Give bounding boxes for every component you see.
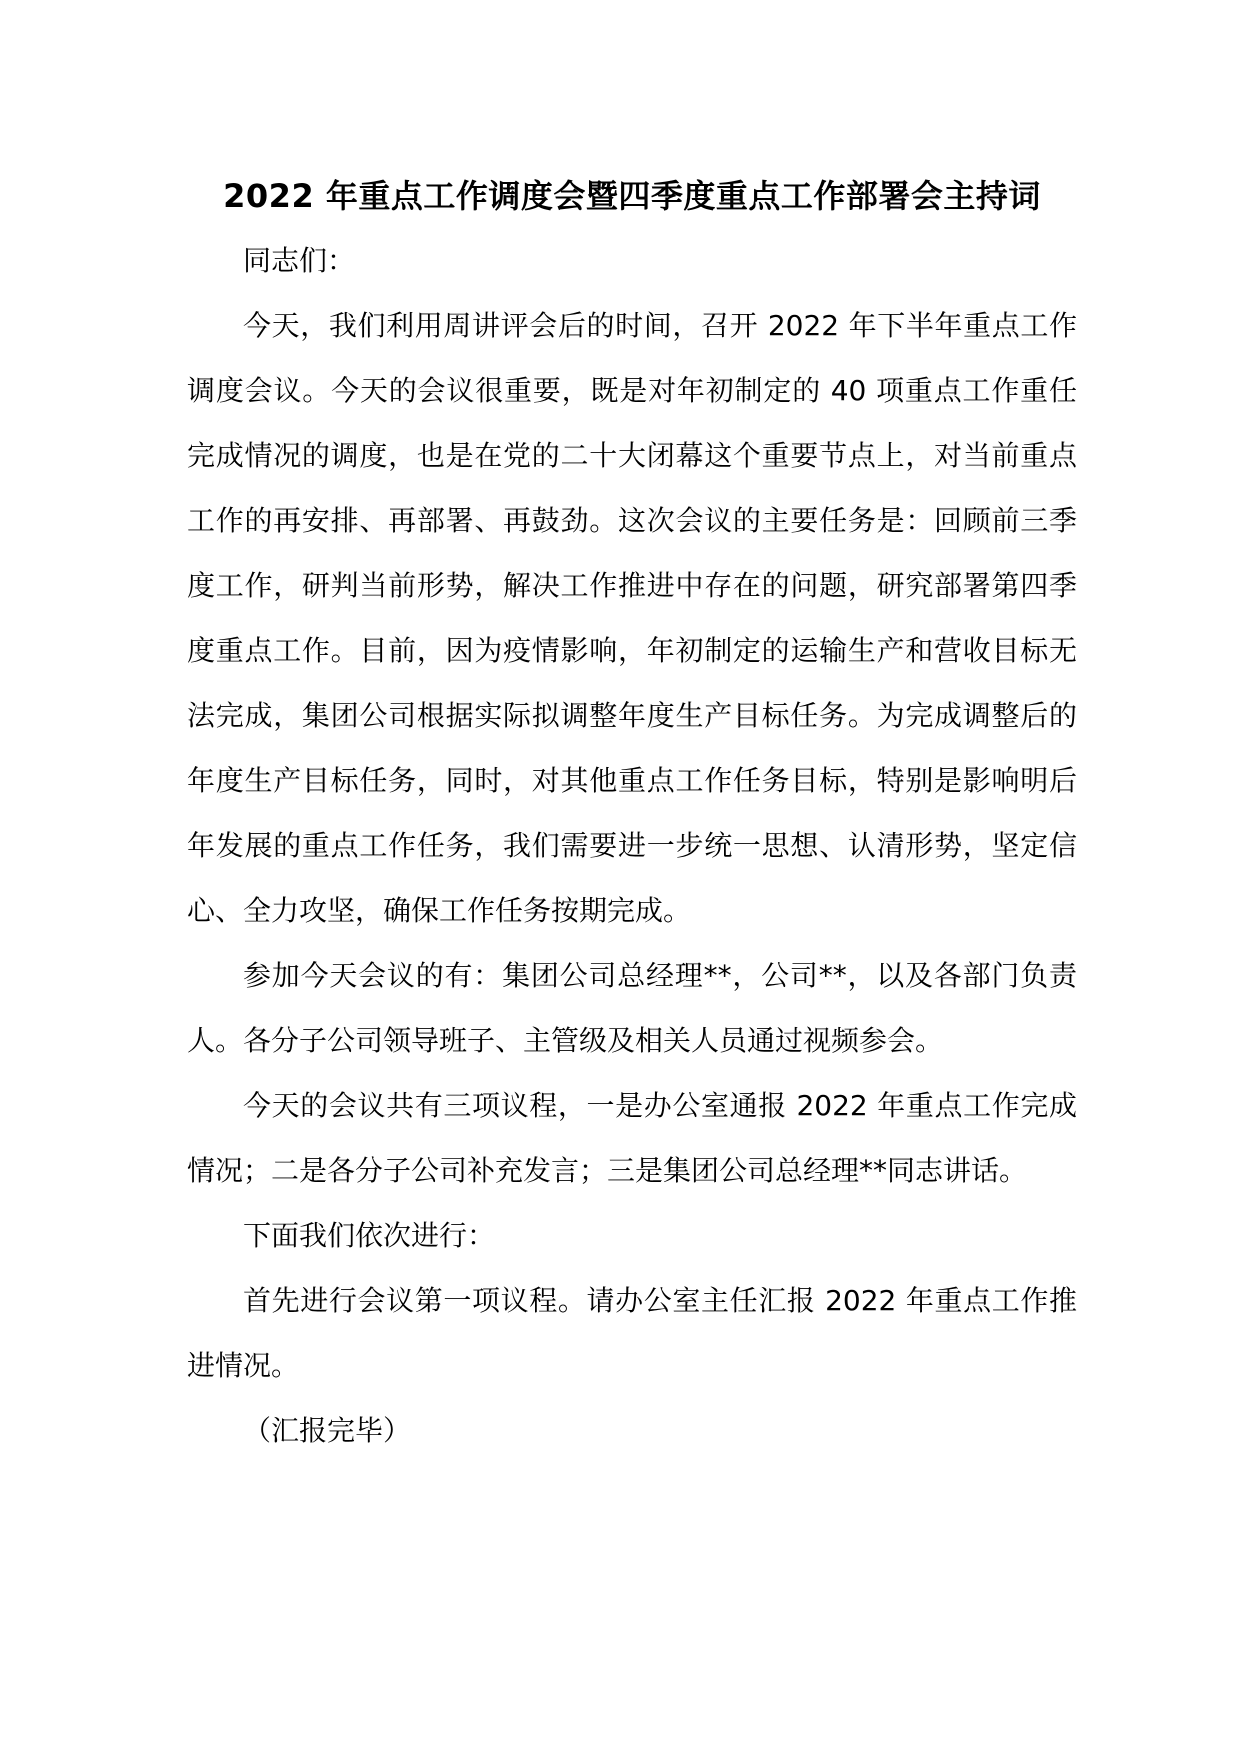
paragraph-proceed: 下面我们依次进行： [243,1219,496,1252]
paragraph-report-done: （汇报完毕） [243,1414,412,1447]
paragraph-attendees: 参加今天会议的有：集团公司总经理**，公司**，以及各部门负责人。各分子公司领导班子、主管级及相关人员通过视频参会。 [187,959,1077,1057]
document-page [187,170,1077,1463]
paragraph-salutation: 同志们： [243,244,356,277]
paragraph-opening: 今天，我们利用周讲评会后的时间，召开 2022 年下半年重点工作调度会议。今天的会议很重要，既是对年初制定的 40 项重点工作重任完成情况的调度，也是在党的二十大闭幕这个重要节点上，对当前重点工作的再安排、再部署、再鼓劲。这次会议的主要任务是：回顾前三季度工作，研判当前形势，解决工作推进中存在的问题，研究部署第四季度重点工作。目前，因为疫情影响，年初制定的运输生产和营收目标无法完成，集团公司根据实际拟调整年度生产目标任务。为完成调整后的年度生产目标任务，同时，对其他重点工作任务目标，特别是影响明后年发展的重点工作任务，我们需要进一步统一思想、认清形势，坚定信心、全力攻坚，确保工作任务按期完成。 [187,309,1077,927]
paragraph-first-item: 首先进行会议第一项议程。请办公室主任汇报 2022 年重点工作推进情况。 [187,1284,1077,1382]
document-title: 2022 年重点工作调度会暨四季度重点工作部署会主持词 [223,177,1041,215]
paragraph-agenda: 今天的会议共有三项议程，一是办公室通报 2022 年重点工作完成情况；二是各分子公司补充发言；三是集团公司总经理**同志讲话。 [187,1089,1077,1187]
